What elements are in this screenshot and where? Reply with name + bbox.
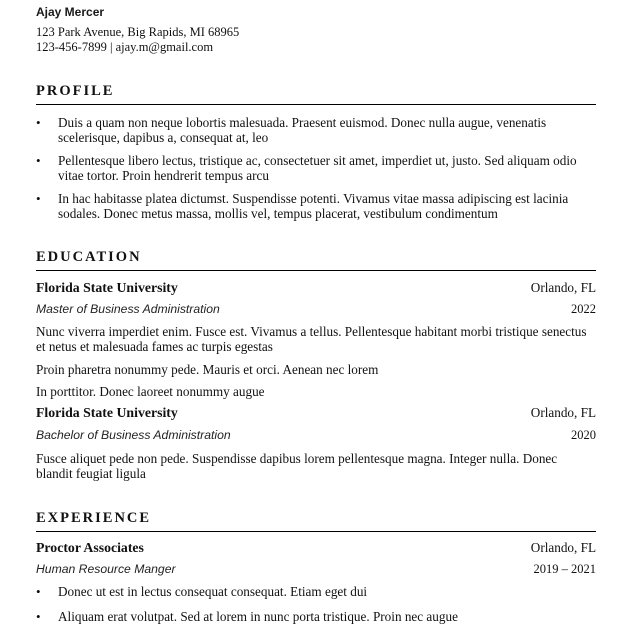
degree-year: 2020 xyxy=(571,428,596,442)
bullet-icon: • xyxy=(36,584,41,599)
experience-entry-header xyxy=(36,540,596,557)
company-name: Proctor Associates xyxy=(36,540,144,555)
education-detail: Proin pharetra nonummy pede. Mauris et orci. Aenean nec lorem xyxy=(36,362,379,377)
degree-title: Master of Business Administration xyxy=(36,302,220,316)
education-detail: Fusce aliquet pede non pede. Suspendisse dapibus lorem pellentesque magna. Integer nulla. Donec blandit feugiat ligula xyxy=(36,451,558,481)
profile-bullet: In hac habitasse platea dictumst. Suspendisse potenti. Vivamus vitae massa adipiscing est lacinia sodales. Donec metus massa, mollis vel, tempus placerat, vestibulum condimentum xyxy=(58,191,569,221)
bullet-icon: • xyxy=(36,609,41,624)
school-location: Orlando, FL xyxy=(530,280,596,295)
contact-line: 123-456-7899 | ajay.m@gmail.com xyxy=(36,40,214,54)
education-detail: Nunc viverra imperdiet enim. Fusce est. Vivamus a tellus. Pellentesque habitant morbi tristique senectus et netus et malesuada fames ac turpis egestas xyxy=(36,324,587,354)
bullet-icon: • xyxy=(36,191,41,206)
experience-heading: EXPERIENCE xyxy=(36,510,596,532)
address-line: 123 Park Avenue, Big Rapids, MI 68965 xyxy=(36,25,240,39)
education-detail: In porttitor. Donec laoreet nonummy augue xyxy=(36,384,265,399)
experience-role-row xyxy=(36,562,596,579)
school-name: Florida State University xyxy=(36,405,178,420)
degree-year: 2022 xyxy=(571,302,596,316)
degree-title: Bachelor of Business Administration xyxy=(36,428,231,442)
education-entry-header xyxy=(36,405,596,422)
profile-bullet: Pellentesque libero lectus, tristique ac, consectetuer sit amet, imperdiet ut, justo. Sed aliquam odio vitae tortor. Proin hendrerit tempus arcu xyxy=(58,153,577,183)
school-name: Florida State University xyxy=(36,280,178,295)
experience-bullet: Aliquam erat volutpat. Sed at lorem in nunc porta tristique. Proin nec augue xyxy=(58,609,458,624)
experience-bullet: Donec ut est in lectus consequat consequat. Etiam eget dui xyxy=(58,584,368,599)
school-location: Orlando, FL xyxy=(530,405,596,420)
candidate-name: Ajay Mercer xyxy=(36,5,105,19)
education-entry-header xyxy=(36,280,596,297)
bullet-icon: • xyxy=(36,115,41,130)
education-degree-row xyxy=(36,302,596,319)
job-title: Human Resource Manger xyxy=(36,562,176,576)
job-dates: 2019 – 2021 xyxy=(533,562,596,576)
education-heading: EDUCATION xyxy=(36,249,596,271)
bullet-icon: • xyxy=(36,153,41,168)
profile-heading: PROFILE xyxy=(36,83,596,105)
education-degree-row xyxy=(36,428,596,445)
profile-bullet: Duis a quam non neque lobortis malesuada. Praesent euismod. Donec nulla augue, venenatis scelerisque, dapibus a, consequat at, leo xyxy=(58,115,547,145)
company-location: Orlando, FL xyxy=(530,540,596,555)
